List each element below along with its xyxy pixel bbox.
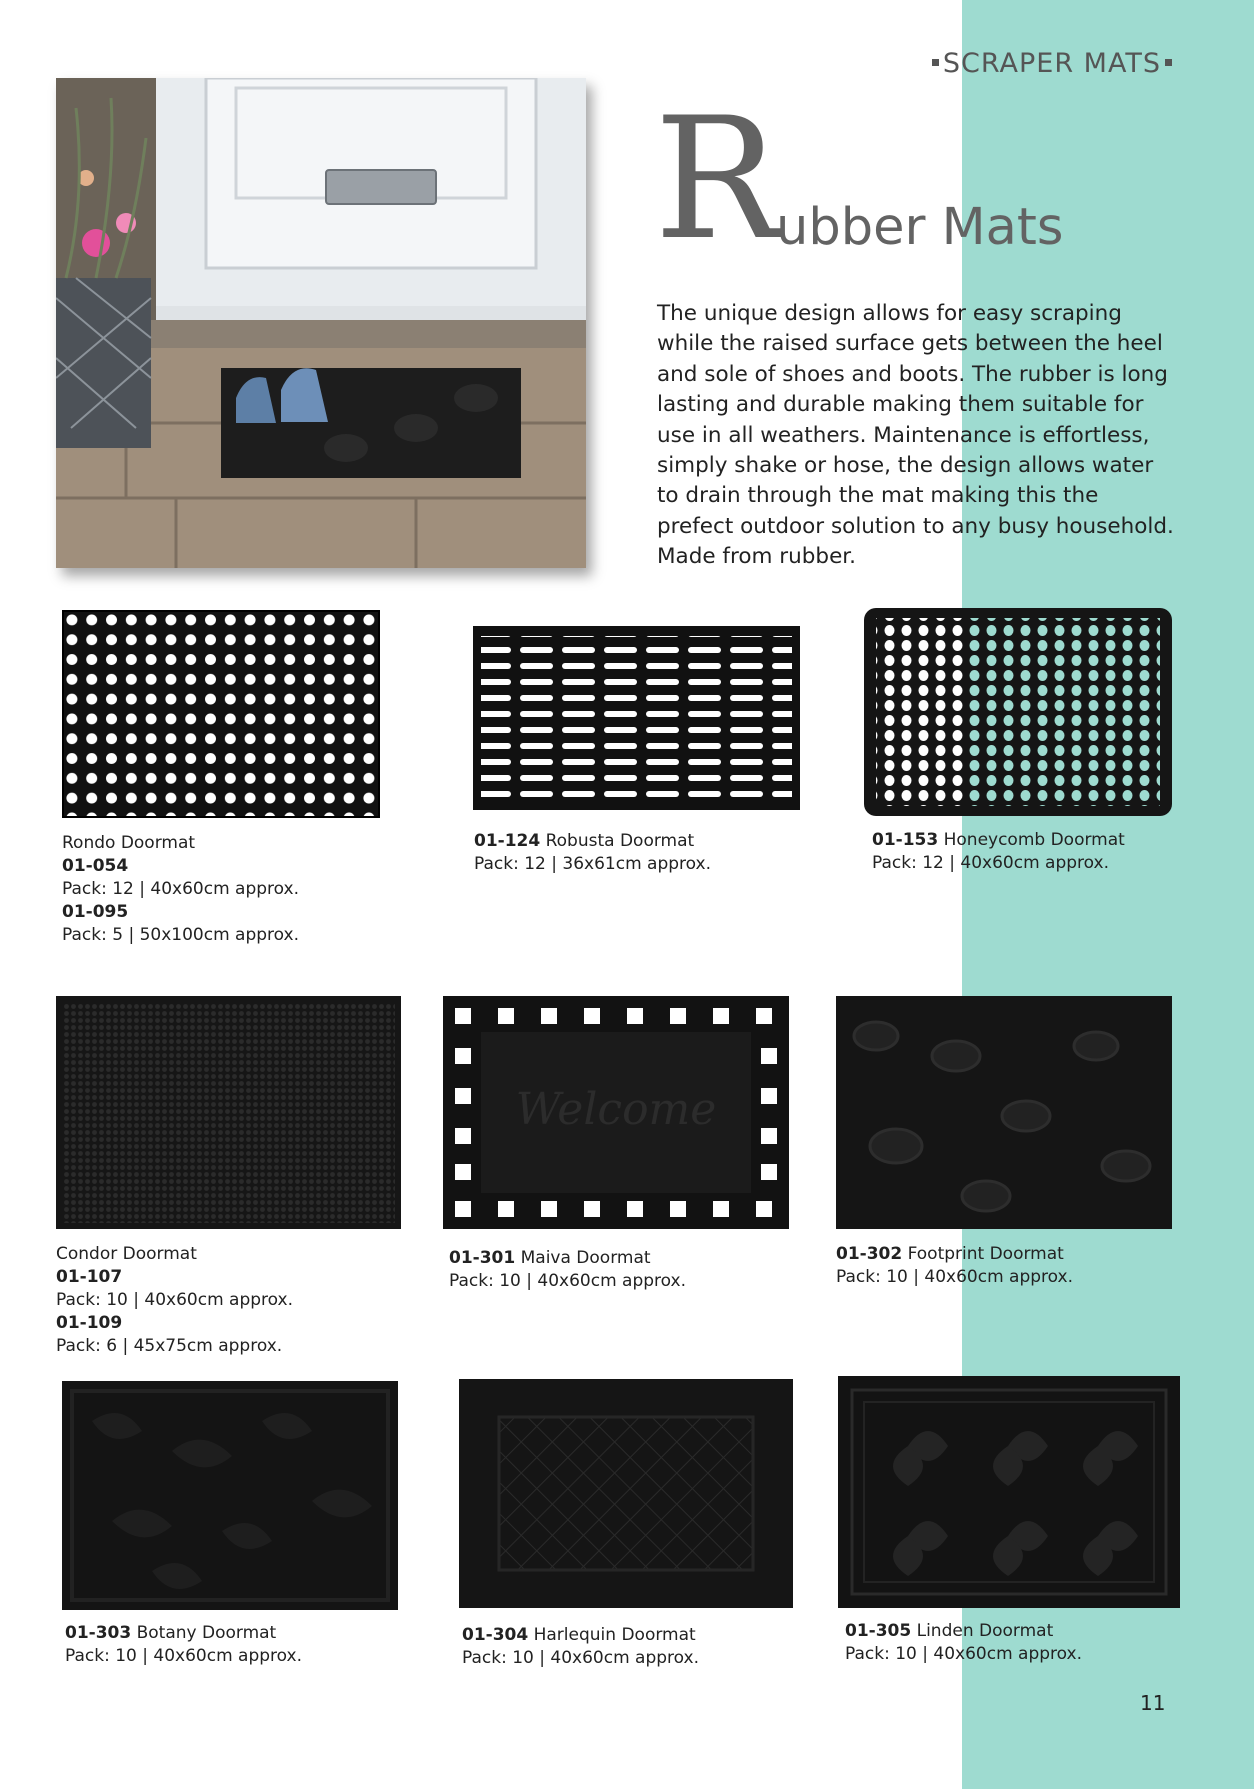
product-caption: Condor Doormat 01-107 Pack: 10 | 40x60cm approx. 01-109 Pack: 6 | 45x75cm approx.: [56, 1244, 293, 1356]
robusta-mat-image: [473, 626, 800, 810]
maiva-mat-image: [443, 996, 789, 1229]
mat-welcome-text: Welcome: [515, 1084, 717, 1135]
linden-mat-image: [838, 1376, 1180, 1608]
condor-mat-image: [56, 996, 401, 1229]
harlequin-mat-image: [459, 1379, 793, 1608]
product-caption: Rondo Doormat 01-054 Pack: 12 | 40x60cm approx. 01-095 Pack: 5 | 50x100cm approx.: [62, 833, 299, 945]
rondo-mat-image: [62, 610, 380, 818]
bullet-square-icon: [1165, 59, 1172, 66]
hero-photo: [56, 78, 586, 568]
product-description: The unique design allows for easy scraping while the raised surface gets between the heel and sole of shoes and boots. The rubber is long lasting and durable making them suitable for use in all weathers. Maintenance is effortless, simply shake or hose, the design allows water to drain through the mat making this the prefect outdoor solution to any busy household. Made from rubber.: [657, 301, 1174, 570]
title-initial: R: [654, 81, 781, 277]
product-caption: 01-304 Harlequin Doormat Pack: 10 | 40x60cm approx.: [462, 1625, 699, 1668]
page-number: 11: [1140, 1691, 1166, 1715]
product-caption: 01-305 Linden Doormat Pack: 10 | 40x60cm approx.: [845, 1621, 1082, 1664]
product-caption: 01-303 Botany Doormat Pack: 10 | 40x60cm approx.: [65, 1623, 302, 1666]
section-label: SCRAPER MATS: [928, 48, 1176, 79]
botany-mat-image: [62, 1381, 398, 1610]
product-caption: 01-301 Maiva Doormat Pack: 10 | 40x60cm approx.: [449, 1248, 686, 1291]
bullet-square-icon: [932, 59, 939, 66]
product-caption: 01-153 Honeycomb Doormat Pack: 12 | 40x60cm approx.: [872, 830, 1125, 873]
footprint-mat-image: [836, 996, 1172, 1229]
honeycomb-mat-image: [864, 608, 1172, 816]
title-text: ubber Mats: [776, 198, 1064, 257]
product-caption: 01-302 Footprint Doormat Pack: 10 | 40x60cm approx.: [836, 1244, 1073, 1287]
product-caption: 01-124 Robusta Doormat Pack: 12 | 36x61cm approx.: [474, 831, 711, 874]
